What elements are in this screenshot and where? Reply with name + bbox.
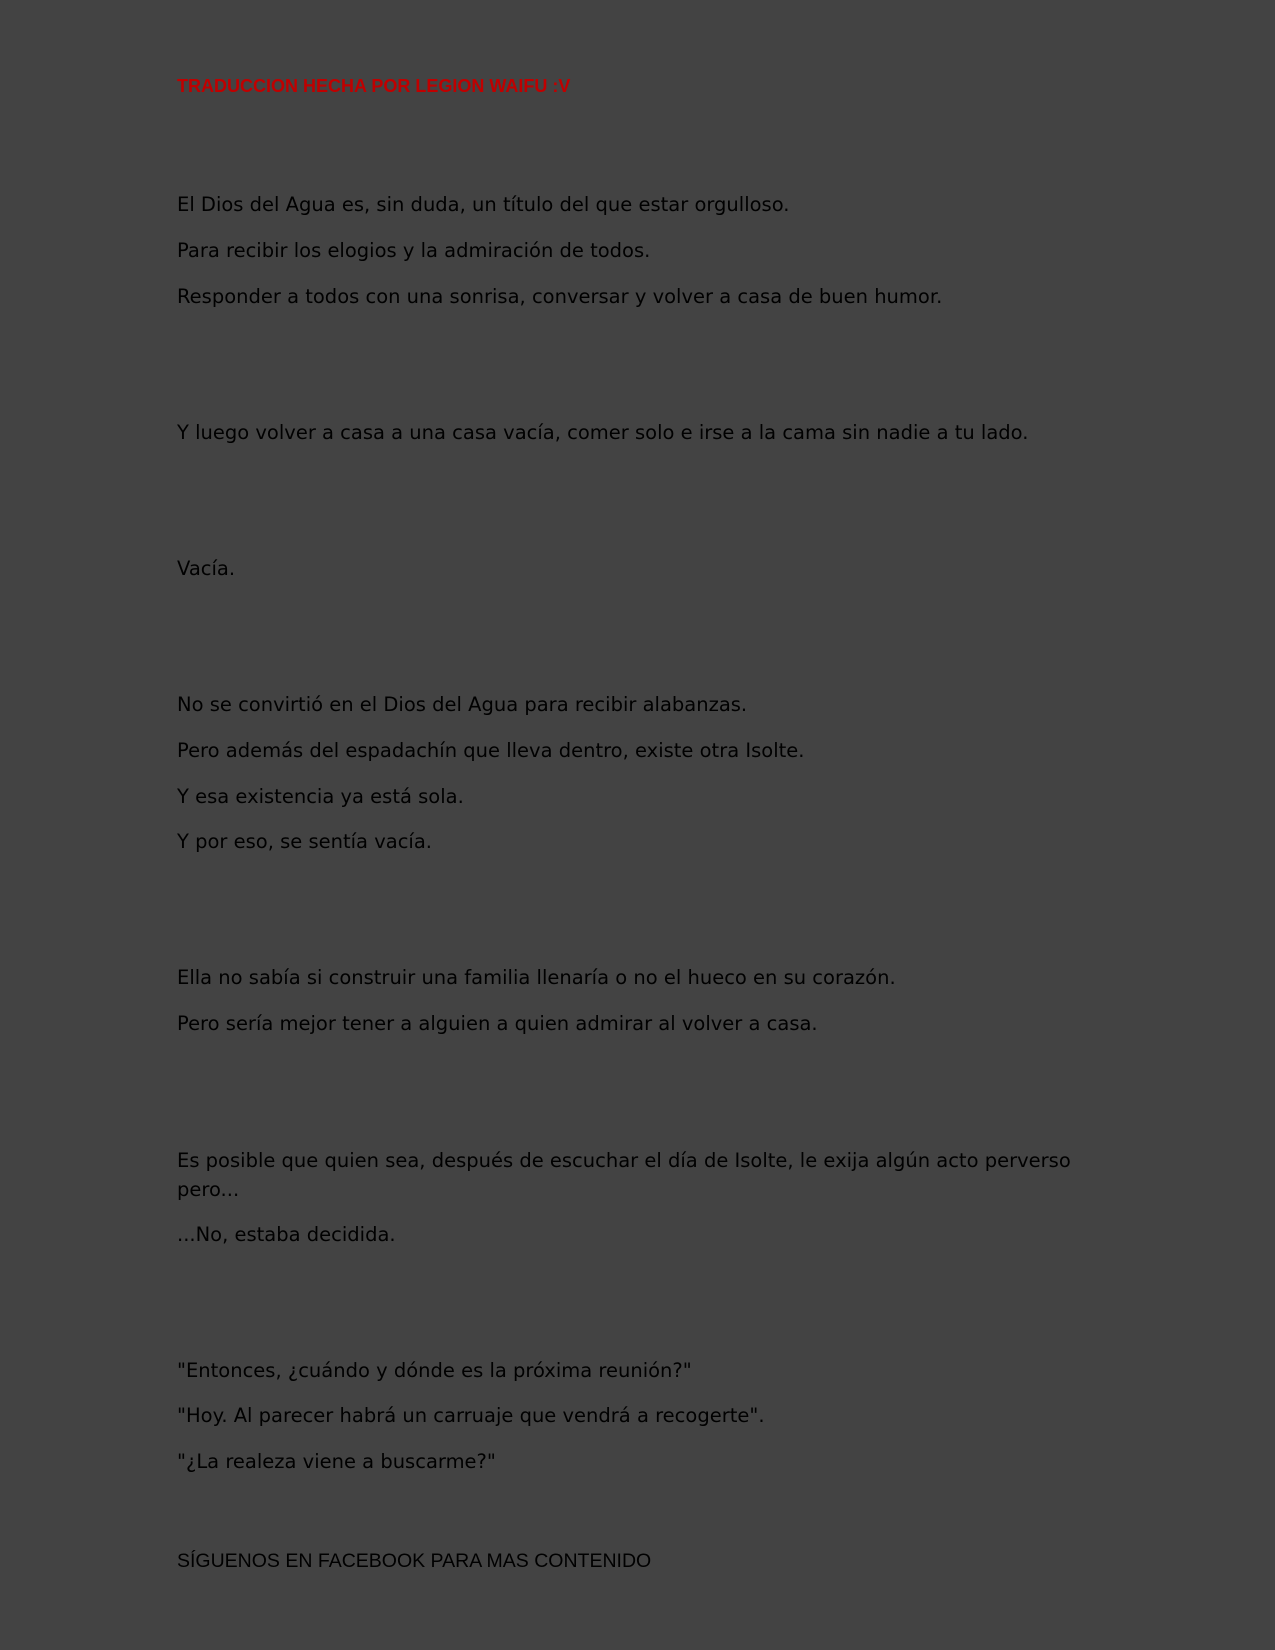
paragraph-2: Para recibir los elogios y la admiración de todos.	[177, 239, 651, 262]
paragraph-3: Responder a todos con una sonrisa, conversar y volver a casa de buen humor.	[177, 285, 943, 308]
paragraph-11: Pero sería mejor tener a alguien a quien admirar al volver a casa.	[177, 1012, 818, 1035]
paragraph-10: Ella no sabía si construir una familia llenaría o no el hueco en su corazón.	[177, 966, 896, 989]
facebook-follow-footer: SÍGUENOS EN FACEBOOK PARA MAS CONTENIDO	[177, 1550, 652, 1572]
paragraph-9: Y por eso, se sentía vacía.	[177, 830, 432, 853]
paragraph-14: "Entonces, ¿cuándo y dónde es la próxima reunión?"	[177, 1359, 692, 1382]
paragraph-7: Pero además del espadachín que lleva dentro, existe otra Isolte.	[177, 739, 805, 762]
translator-credit-header: TRADUCCION HECHA POR LEGION WAIFU :V	[177, 76, 571, 96]
paragraph-6: No se convirtió en el Dios del Agua para recibir alabanzas.	[177, 693, 748, 716]
paragraph-16: "¿La realeza viene a buscarme?"	[177, 1450, 496, 1473]
paragraph-1: El Dios del Agua es, sin duda, un título del que estar orgulloso.	[177, 193, 790, 216]
paragraph-12: Es posible que quien sea, después de escuchar el día de Isolte, le exija algún acto perverso pero...	[177, 1149, 1071, 1201]
paragraph-4: Y luego volver a casa a una casa vacía, comer solo e irse a la cama sin nadie a tu lado.	[177, 421, 1029, 444]
paragraph-15: "Hoy. Al parecer habrá un carruaje que vendrá a recogerte".	[177, 1404, 765, 1427]
paragraph-5: Vacía.	[177, 557, 236, 580]
paragraph-13: ...No, estaba decidida.	[177, 1223, 396, 1246]
paragraph-8: Y esa existencia ya está sola.	[177, 785, 464, 808]
